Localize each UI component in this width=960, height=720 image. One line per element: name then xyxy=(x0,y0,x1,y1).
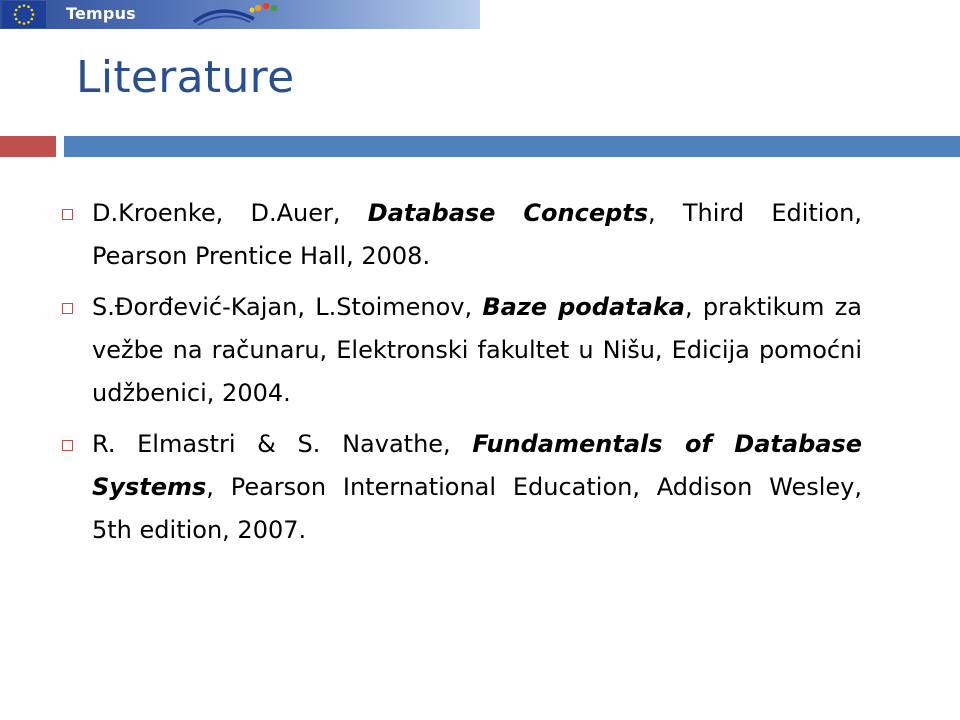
reference-item xyxy=(62,423,862,552)
accent-bar-red xyxy=(0,136,56,157)
accent-bar-blue xyxy=(64,136,960,157)
reference-details: , praktikum za vežbe na računaru, Elektronski fakultet u Nišu, Edicija pomoćni udžbenici, 2004. xyxy=(92,293,863,407)
square-bullet-icon xyxy=(62,440,73,451)
reference-item xyxy=(62,286,862,415)
tempus-logo-icon xyxy=(190,0,280,29)
tempus-label: Tempus xyxy=(66,4,136,23)
reference-authors: D.Kroenke, D.Auer, xyxy=(92,199,368,227)
slide-title: Literature xyxy=(76,52,295,103)
square-bullet-icon xyxy=(62,303,73,314)
reference-authors: R. Elmastri & S. Navathe, xyxy=(92,430,473,458)
reference-book-title: Database Concepts xyxy=(367,199,649,227)
reference-list xyxy=(62,192,862,560)
tempus-banner xyxy=(0,0,480,29)
reference-details: , Pearson International Education, Addison Wesley, 5th edition, 2007. xyxy=(92,473,862,544)
eu-flag-icon xyxy=(2,1,46,28)
reference-details: , Third Edition, Pearson Prentice Hall, 2008. xyxy=(92,199,863,270)
square-bullet-icon xyxy=(62,209,73,220)
reference-authors: S.Đorđević-Kajan, L.Stoimenov, xyxy=(92,293,483,321)
reference-item xyxy=(62,192,862,278)
reference-book-title: Fundamentals of Database Systems xyxy=(92,430,863,501)
reference-book-title: Baze podataka xyxy=(482,293,685,321)
